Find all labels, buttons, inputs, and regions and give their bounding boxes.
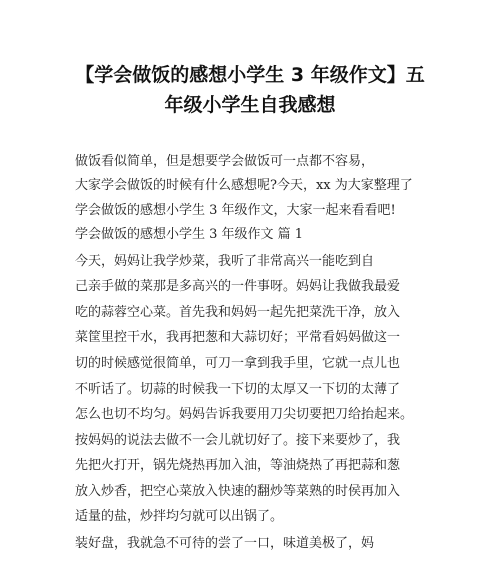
paragraph-line: 做饭看似简单，但是想要学会做饭可一点都不容易， <box>75 154 375 169</box>
paragraph-line: 怎么也切不均匀。妈妈告诉我要用刀尖切要把刀给抬起来。 <box>75 407 414 422</box>
paragraph-line: 己亲手做的菜那是多高兴的一件事呀。妈妈让我做我最爱 <box>75 279 401 294</box>
paragraph-line: 今天，妈妈让我学炒菜，我听了非常高兴一能吃到自 <box>75 254 375 269</box>
paragraph-line: 放入炒香，把空心菜放入快速的翻炒等菜熟的时侯再加入 <box>75 484 401 499</box>
paragraph-line: 先把火打开，锅先烧热再加入油，等油烧热了再把蒜和葱 <box>75 458 401 473</box>
paragraph-line: 切的时候感觉很简单，可刀一拿到我手里，它就一点儿也 <box>75 356 401 371</box>
paragraph-line: 学会做饭的感想小学生 3 年级作文，大家一起来看看吧! <box>75 203 396 218</box>
paragraph-line: 不听话了。切蒜的时候我一下切的太厚又一下切的太薄了 <box>75 382 401 397</box>
paragraph-line: 菜筐里控干水，我再把葱和大蒜切好；平常看妈妈做这一 <box>75 330 401 345</box>
paragraph-line: 装好盘，我就急不可待的尝了一口，味道美极了，妈 <box>75 536 375 551</box>
document-title-line-1: 【学会做饭的感想小学生 3 年级作文】五 <box>75 64 425 86</box>
document-title-line-2: 年级小学生自我感想 <box>164 94 336 116</box>
paragraph-line: 吃的蒜蓉空心菜。首先我和妈妈一起先把菜洗干净，放入 <box>75 305 401 320</box>
paragraph-line: 按妈妈的说法去做不一会儿就切好了。接下来要炒了，我 <box>75 433 401 448</box>
section-heading: 学会做饭的感想小学生 3 年级作文 篇 1 <box>75 227 304 242</box>
paragraph-line: 适量的盐，炒拌均匀就可以出锅了。 <box>75 509 284 524</box>
paragraph-line: 大家学会做饭的时候有什么感想呢?今天，xx 为大家整理了 <box>75 178 413 193</box>
